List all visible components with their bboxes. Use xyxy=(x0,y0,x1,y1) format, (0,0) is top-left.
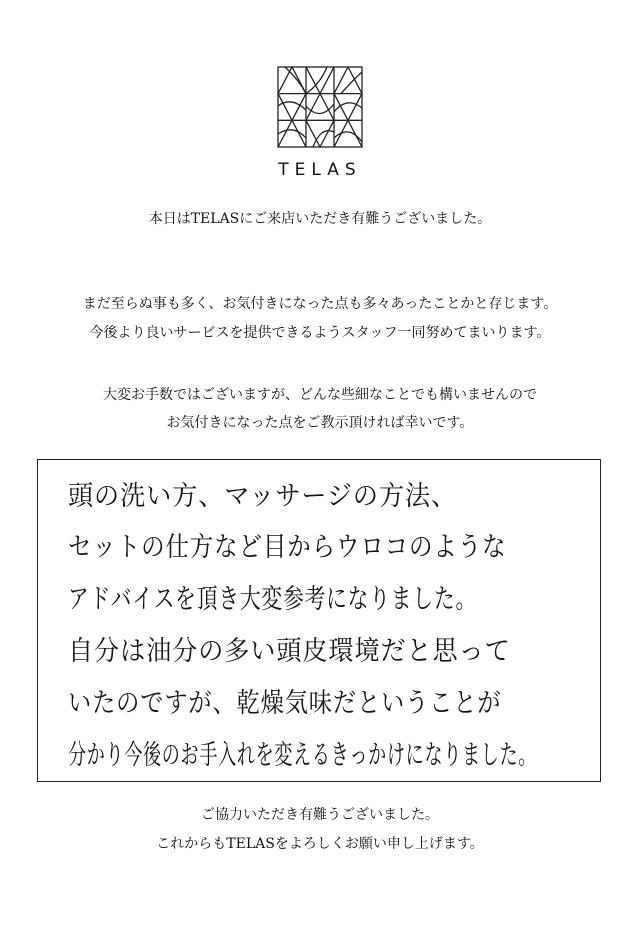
improvement-promise-text: 今後より良いサービスを提供できるようスタッフ一同努めてまいります。 xyxy=(89,325,551,341)
handwritten-line: アドバイスを頂き大変参考になりました。 xyxy=(68,584,478,615)
thanks-for-cooperation-text: ご協力いただき有難うございました。 xyxy=(201,807,439,823)
handwritten-line: 自分は油分の多い頭皮環境だと思って xyxy=(68,636,511,667)
brand-name: TELAS xyxy=(278,160,362,180)
handwritten-line: セットの仕方など目からウロコのような xyxy=(68,532,507,563)
closing-regards-text: これからもTELASをよろしくお願い申し上げます。 xyxy=(156,836,484,852)
feedback-request-text-2: お気付きになった点をご教示頂ければ幸いです。 xyxy=(166,415,474,431)
feedback-request-text: 大変お手数ではございますが、どんな些細なことでも構いませんので xyxy=(103,387,537,403)
handwritten-line: 頭の洗い方、マッサージの方法、 xyxy=(68,481,458,512)
apology-text: まだ至らぬ事も多く、お気付きになった点も多々あったことかと存じます。 xyxy=(82,296,558,312)
thanks-for-visit-text: 本日はTELASにご来店いただき有難うございました。 xyxy=(148,211,492,227)
handwritten-comment-box xyxy=(37,459,601,782)
handwritten-line: いたのですが、乾燥気味だということが xyxy=(68,688,502,719)
telas-lattice-logo-icon xyxy=(277,66,363,148)
handwritten-line: 分かり今後のお手入れを変えるきっかけになりました。 xyxy=(68,740,537,771)
